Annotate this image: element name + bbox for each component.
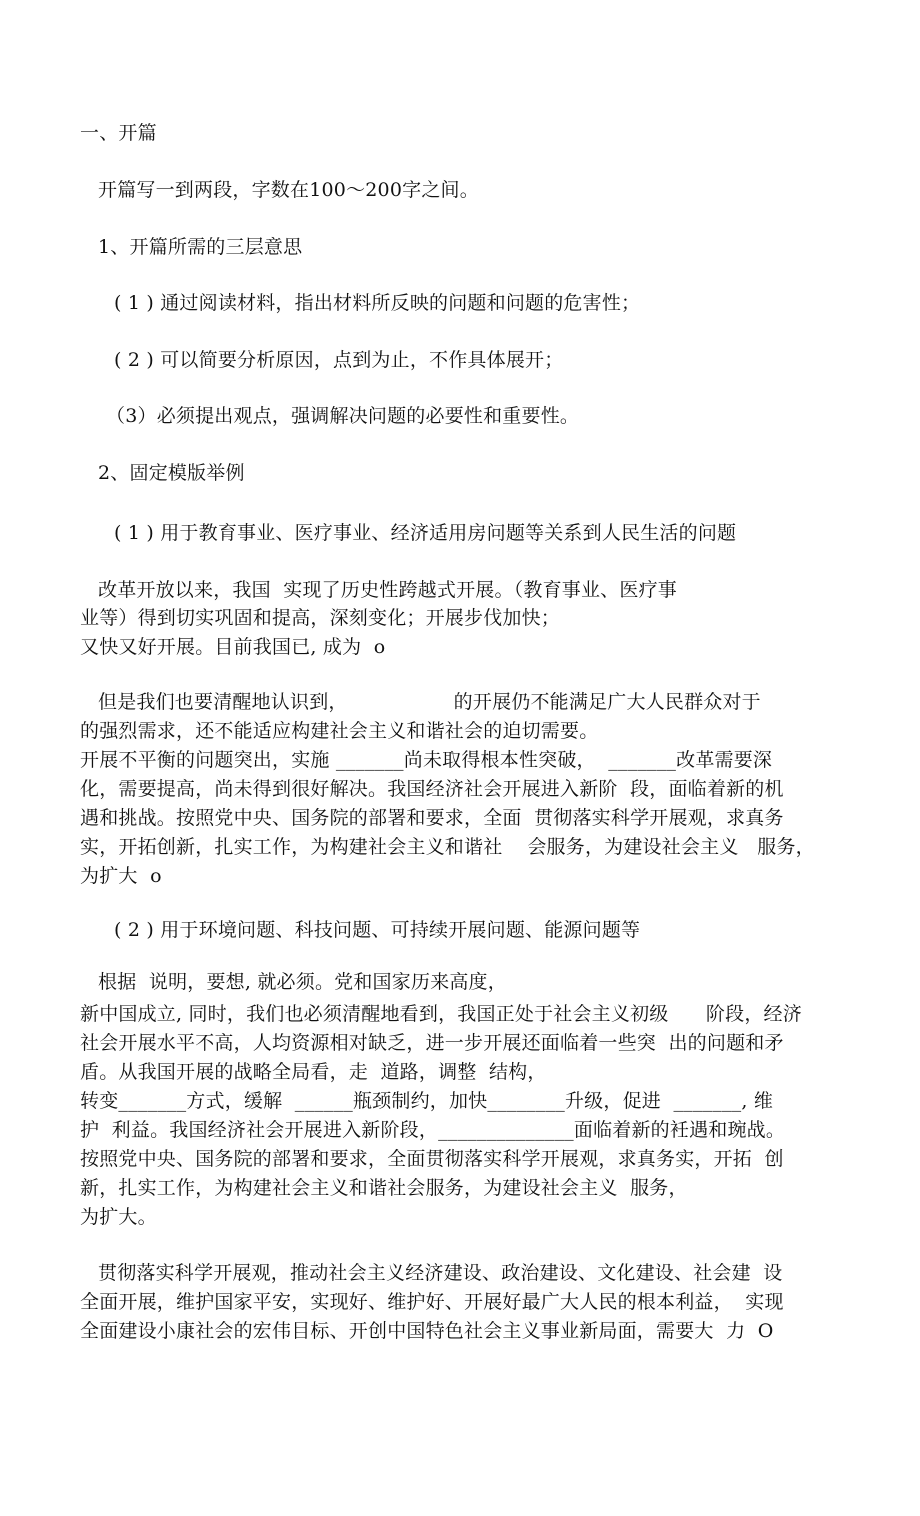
intro-paragraph: 开篇写一到两段，字数在100〜200字之间。 xyxy=(98,179,479,201)
example2-para1-line: 按照党中央、国务院的部署和要求，全面贯彻落实科学开展观，求真务实，开拓 创 xyxy=(80,1148,784,1170)
section1-title: 1、开篇所需的三层意思 xyxy=(98,236,303,258)
example1-para2-line: 遇和挑战。按照党中央、国务院的部署和要求，全面 贯彻落实科学开展观，求真务 xyxy=(80,807,784,829)
example1-para1-line: 业等）得到切实巩固和提高，深刻变化；开展步伐加快； xyxy=(80,607,561,629)
example1-title: ( 1 ) 用于教育事业、医疗事业、经济适用房问题等关系到人民生活的问题 xyxy=(114,522,737,544)
example1-para2-line: 实，开拓创新，扎实工作，为构建社会主义和谐社 会服务，为建设社会主义 服务， xyxy=(80,836,815,858)
section1-item: （3）必须提出观点，强调解决问题的必要性和重要性。 xyxy=(106,405,580,427)
example2-para1-line: 社会开展水平不高，人均资源相对缺乏，进一步开展还面临着一些突 出的问题和矛 xyxy=(80,1032,784,1054)
closing-para-line: 全面开展，维护国家平安，实现好、维护好、开展好最广大人民的根本利益， 实现 xyxy=(80,1291,784,1313)
section2-title: 2、固定模版举例 xyxy=(98,462,245,484)
example2-para1-line: 新中国成立, 同时，我们也必须清醒地看到，我国正处于社会主义初级 阶段，经济 xyxy=(80,1003,802,1025)
example2-para1-line: 转变_______方式，缓解 ______瓶颈制约，加快________升级，促进 _______, 维 xyxy=(80,1090,774,1112)
example2-para1-line: 护 利益。我国经济社会开展进入新阶段，______________面临着新的衽遇和琬战。 xyxy=(80,1119,786,1141)
closing-para-line: 贯彻落实科学开展观，推动社会主义经济建设、政治建设、文化建设、社会建 设 xyxy=(98,1262,783,1284)
example1-para1-line: 改革开放以来，我国 实现了历史性跨越式开展。（教育事业、医疗事 xyxy=(98,579,677,601)
example1-para1-line: 又快又好开展。目前我国已, 成为 o xyxy=(80,636,386,658)
example1-para2-line: 为扩大 o xyxy=(80,865,162,887)
closing-para-line: 全面建设小康社会的宏伟目标、开创中国特色社会主义事业新局面，需要大 力 O xyxy=(80,1320,774,1342)
example2-para1-line: 新，扎实工作，为构建社会主义和谐社会服务，为建设社会主义 服务， xyxy=(80,1177,688,1199)
example2-para1-line: 盾。从我国开展的战略全局看，走 道路，调整 结构， xyxy=(80,1061,547,1083)
section1-item: ( 1 ) 通过阅读材料，指出材料所反映的问题和问题的危害性； xyxy=(114,292,641,314)
example2-title: ( 2 ) 用于环境问题、科技问题、可持续开展问题、能源问题等 xyxy=(114,919,641,941)
example2-para1-line: 根据 说明，要想, 就必须。党和国家历来高度， xyxy=(98,971,507,993)
example1-para2-line: 开展不平衡的问题突出，实施 _______尚未取得根本性突破， _______改革需要深 xyxy=(80,749,773,771)
example1-para2-line: 的强烈需求，还不能适应构建社会主义和谐社会的迫切需要。 xyxy=(80,720,599,742)
heading-opening: 一、开篇 xyxy=(80,122,157,144)
example2-para1-line: 为扩大。 xyxy=(80,1206,157,1228)
example1-para2-line: 但是我们也要清醒地认识到， 的开展仍不能满足广大人民群众对于 xyxy=(98,691,761,713)
section1-item: ( 2 ) 可以简要分析原因，点到为止，不作具体展开； xyxy=(114,349,564,371)
example1-para2-line: 化，需要提高，尚未得到很好解决。我国经济社会开展进入新阶 段，面临着新的机 xyxy=(80,778,784,800)
